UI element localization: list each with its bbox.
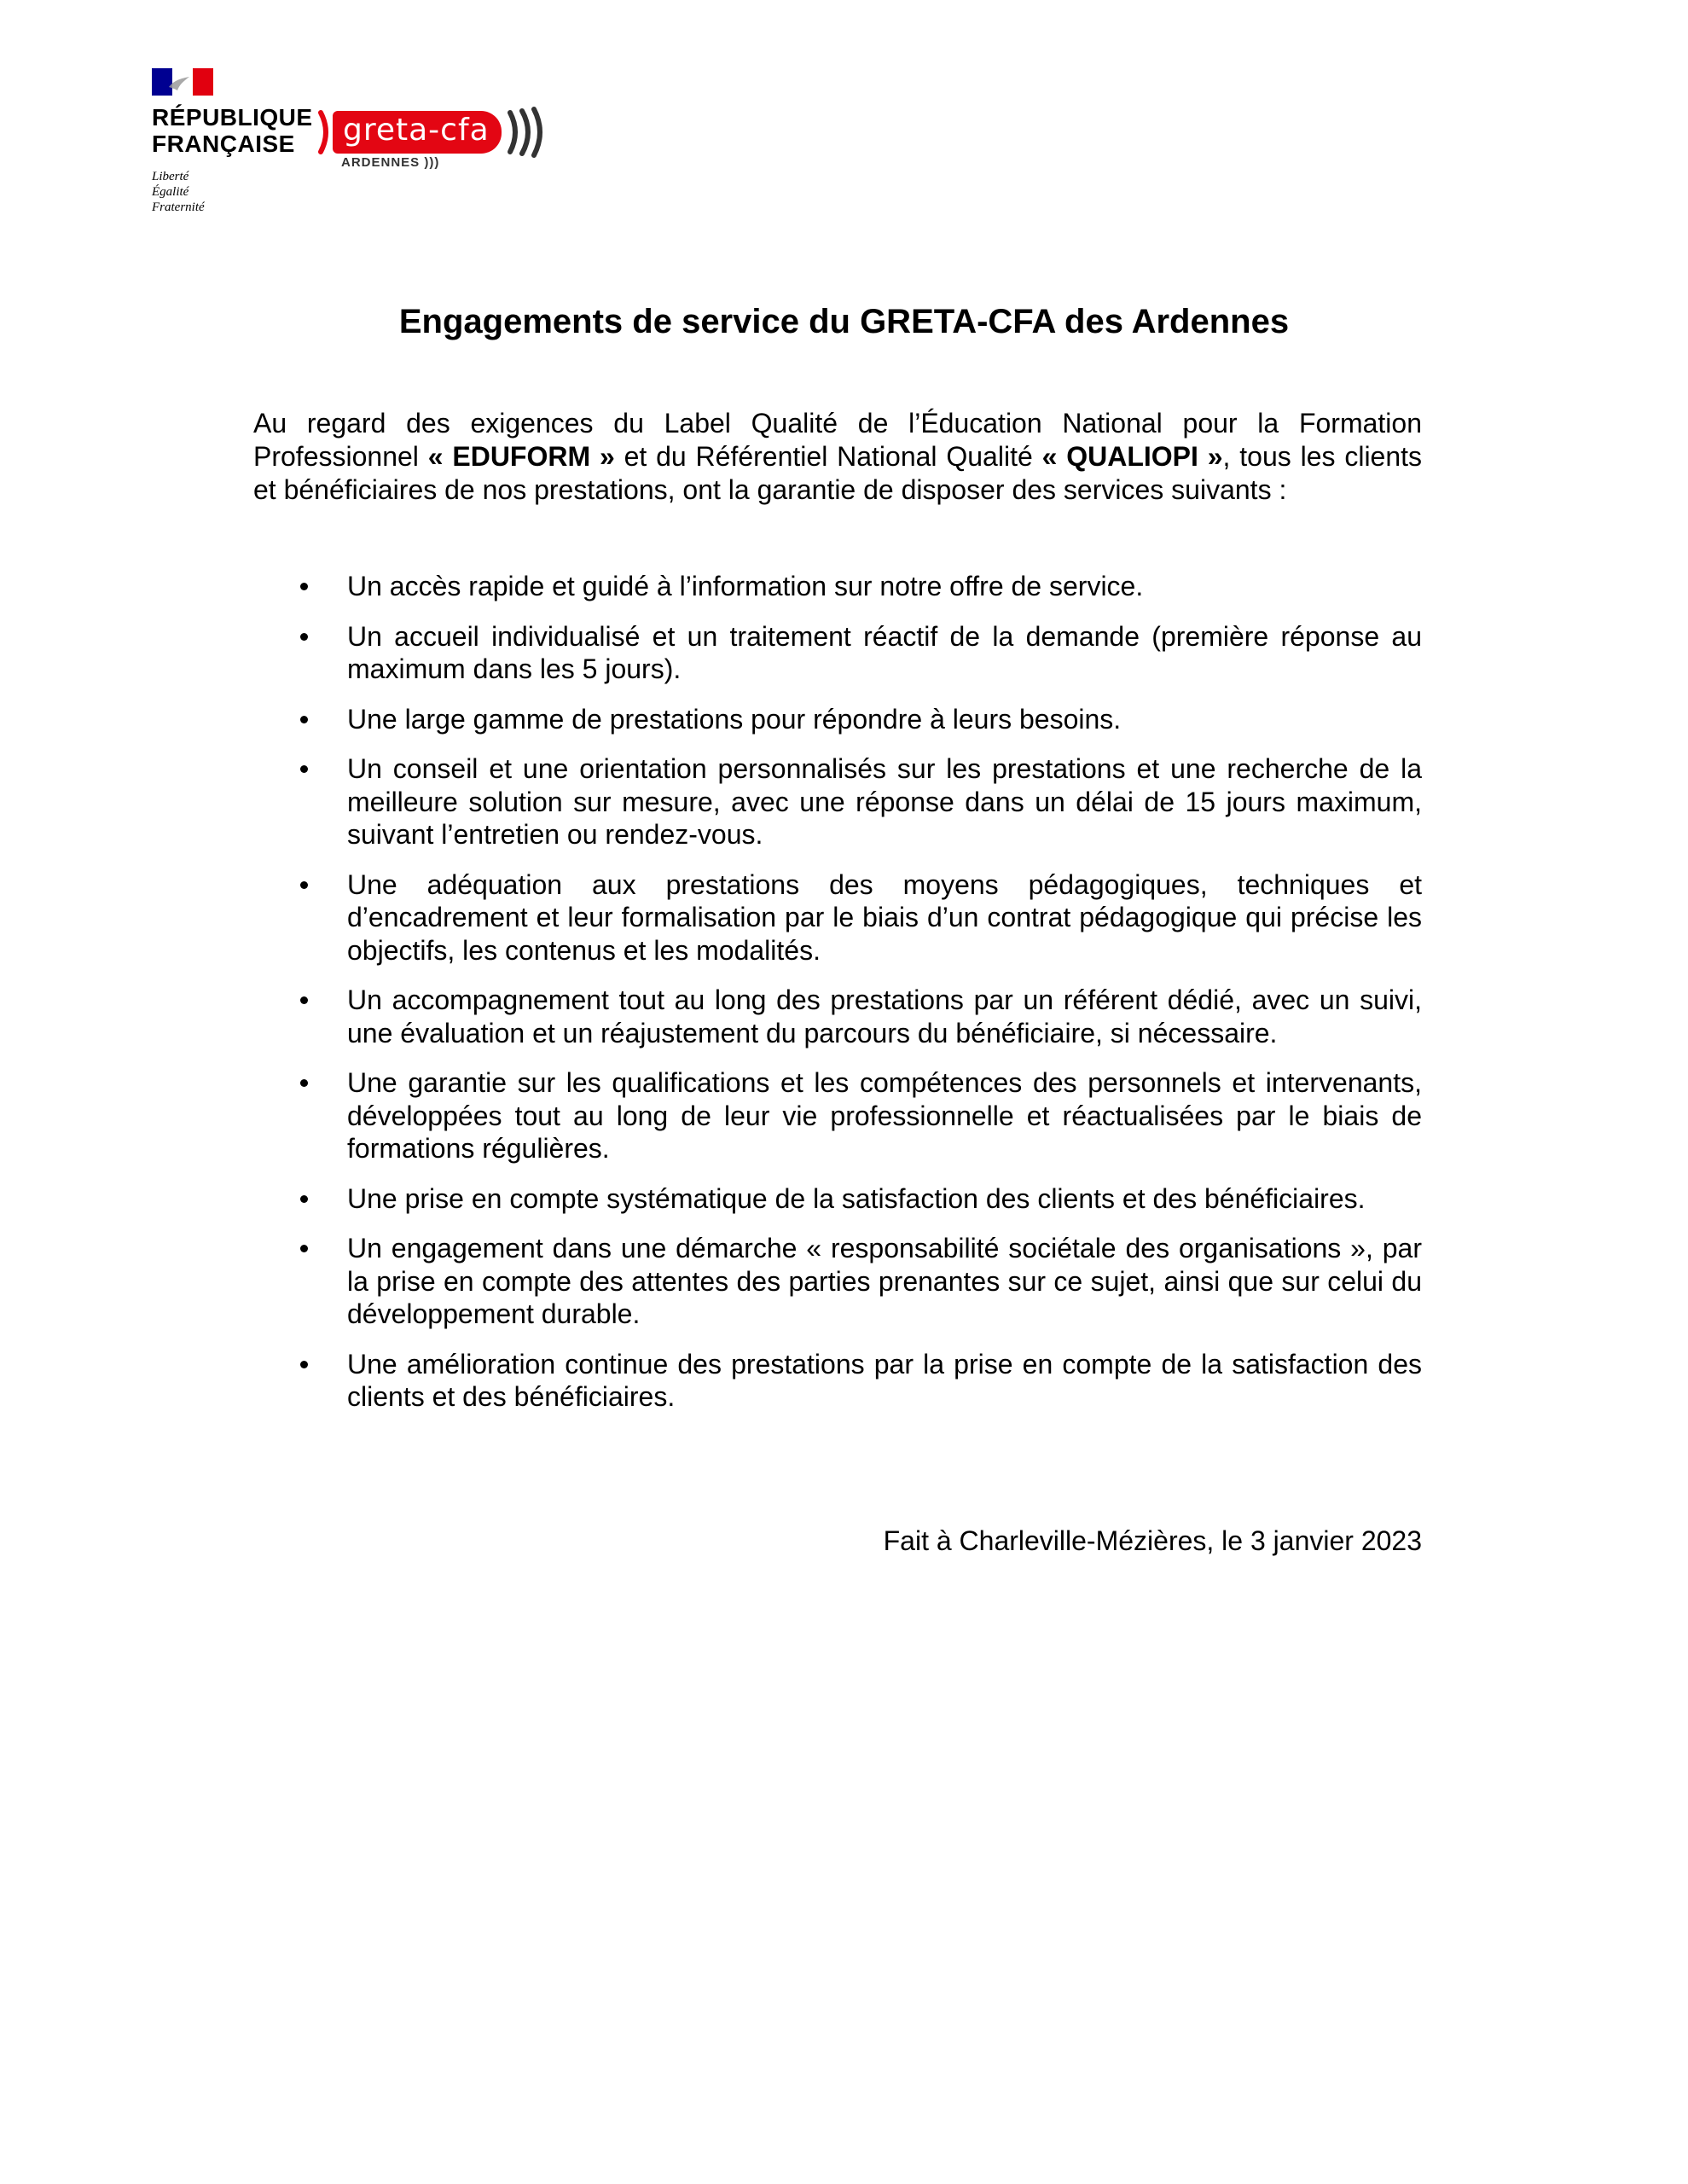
service-text: Un conseil et une orientation personnalisés sur les prestations et une recherche de la meilleure solution sur mesure, avec une réponse dans un délai de 15 jours maximum, suivant l’entretien ou rendez-vous. bbox=[347, 753, 1422, 850]
greta-wordmark-box bbox=[333, 111, 502, 154]
service-item bbox=[253, 1066, 1422, 1165]
document-title: Engagements de service du GRETA-CFA des Ardennes bbox=[398, 303, 1290, 340]
service-item bbox=[253, 1182, 1422, 1216]
service-text: Une adéquation aux prestations des moyens pédagogiques, techniques et d’encadrement et leur formalisation par le biais d’un contrat pédagogique qui précise les objectifs, les contenus et les modalités. bbox=[347, 868, 1422, 966]
rf-line2: FRANÇAISE bbox=[152, 131, 295, 157]
service-text: Un accès rapide et guidé à l’information sur notre offre de service. bbox=[347, 571, 1144, 601]
rf-motto-liberte: Liberté bbox=[152, 170, 189, 183]
intro-part2: et du Référentiel National Qualité bbox=[614, 441, 1042, 472]
rf-motto-egalite: Égalité bbox=[152, 185, 189, 199]
service-text: Une amélioration continue des prestations par la prise en compte de la satisfaction des clients et des bénéficiaires. bbox=[347, 1348, 1422, 1412]
rf-line1: RÉPUBLIQUE bbox=[152, 104, 313, 131]
greta-wordmark: greta-cfa bbox=[343, 113, 490, 148]
service-item bbox=[253, 620, 1422, 686]
rf-motto bbox=[152, 169, 314, 215]
intro-paragraph bbox=[253, 407, 1422, 507]
service-item bbox=[253, 570, 1422, 603]
service-item bbox=[253, 868, 1422, 967]
place-and-date: Fait à Charleville-Mézières, le 3 janvier 2023 bbox=[883, 1525, 1422, 1556]
service-text: Une garantie sur les qualifications et les compétences des personnels et intervenants, développées tout au long de leur vie professionnelle et réactualisées par le biais de formations régulières. bbox=[347, 1067, 1422, 1164]
republique-francaise-logo bbox=[152, 68, 314, 215]
bullet-icon bbox=[300, 996, 308, 1004]
bullet-icon bbox=[300, 583, 308, 590]
bullet-icon bbox=[300, 1245, 308, 1252]
service-text: Un engagement dans une démarche « responsabilité sociétale des organisations », par la prise en compte des attentes des parties prenantes sur ce sujet, ainsi que sur celui du développement durable. bbox=[347, 1233, 1422, 1329]
bullet-icon bbox=[300, 633, 308, 641]
service-item bbox=[253, 1232, 1422, 1331]
bullet-icon bbox=[300, 1195, 308, 1203]
service-item bbox=[253, 703, 1422, 736]
bullet-icon bbox=[300, 716, 308, 723]
intro-qualiopi: « QUALIOPI » bbox=[1041, 441, 1223, 472]
bullet-icon bbox=[300, 881, 308, 889]
intro-eduform: « EDUFORM » bbox=[427, 441, 615, 472]
service-text: Une prise en compte systématique de la satisfaction des clients et des bénéficiaires. bbox=[347, 1182, 1366, 1214]
french-flag-icon bbox=[152, 68, 213, 96]
service-item bbox=[253, 984, 1422, 1049]
bullet-icon bbox=[300, 1361, 308, 1368]
service-item bbox=[253, 752, 1422, 851]
service-text: Un accueil individualisé et un traitement réactif de la demande (première réponse au maximum dans les 5 jours). bbox=[347, 620, 1422, 684]
greta-cfa-logo bbox=[316, 102, 546, 179]
republique-francaise-wordmark bbox=[152, 104, 314, 157]
services-list bbox=[253, 570, 1422, 1431]
service-text: Un accompagnement tout au long des prestations par un référent dédié, avec un suivi, une évaluation et un réajustement du parcours du bénéficiaire, si nécessaire. bbox=[347, 985, 1422, 1048]
service-item bbox=[253, 1348, 1422, 1414]
greta-subtitle: ARDENNES ))) bbox=[341, 155, 440, 170]
rf-motto-fraternite: Fraternité bbox=[152, 200, 205, 214]
intro-part1: Au regard des exigences du Label Qualité de l’Éducation National pour la Formation Professionnel bbox=[253, 408, 1422, 472]
bullet-icon bbox=[300, 1079, 308, 1087]
service-text: Une large gamme de prestations pour répondre à leurs besoins. bbox=[347, 703, 1122, 735]
bullet-icon bbox=[300, 765, 308, 773]
intro-part3: , tous les clients et bénéficiaires de nos prestations, ont la garantie de disposer des services suivants : bbox=[253, 441, 1423, 505]
